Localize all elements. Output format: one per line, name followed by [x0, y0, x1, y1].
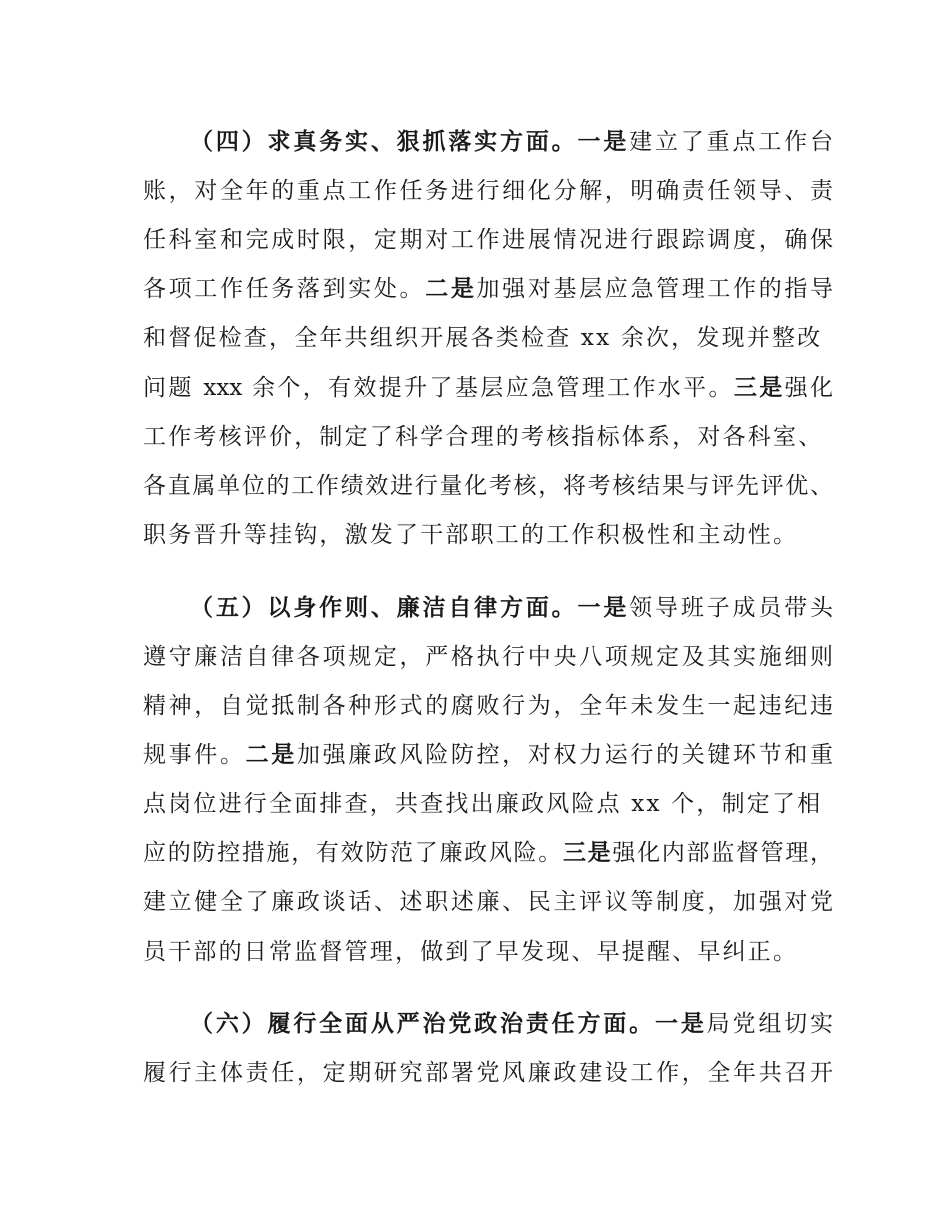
paragraph-line: [190, 1000, 833, 1048]
point-marker: 三是: [733, 375, 785, 401]
paragraph-line: [143, 682, 833, 730]
section-heading: （六）履行全面从严治党政治责任方面。: [190, 1011, 655, 1037]
paragraph-line: [143, 364, 833, 412]
text-run: 强化内部监督管理，: [612, 840, 834, 866]
text-run: 建立了重点工作台: [629, 129, 834, 155]
paragraph-line: [143, 314, 833, 362]
text-run: 各直属单位的工作绩效进行量化考核，将考核结果与评先评优、: [143, 473, 833, 499]
text-run: 遵守廉洁自律各项规定，严格执行中央八项规定及其实施细则: [143, 644, 833, 670]
section-heading: （四）求真务实、狠抓落实方面。: [190, 129, 578, 155]
point-marker: 一是: [655, 1011, 707, 1037]
text-run: 和督促检查，全年共组织开展各类检查 xx 余次，发现并整改: [143, 325, 823, 351]
paragraph-line: [143, 216, 833, 264]
text-run: 工作考核评价，制定了科学合理的考核指标体系，对各科室、: [143, 424, 824, 450]
text-run: 领导班子成员带头: [629, 595, 834, 621]
paragraph-line: [143, 413, 833, 461]
text-run: 局党组切实: [706, 1011, 834, 1037]
paragraph-line: [143, 265, 833, 313]
paragraph-line: [143, 928, 833, 976]
text-run: 问题 xxx 余个，有效提升了基层应急管理工作水平。: [143, 375, 734, 401]
text-run: 精神，自觉抵制各种形式的腐败行为，全年未发生一起违纪违: [143, 693, 833, 719]
text-run: 建立健全了廉政谈话、述职述廉、民主评议等制度，加强对党: [143, 889, 833, 915]
text-run: 职务晋升等挂钩，激发了干部职工的工作积极性和主动性。: [143, 522, 799, 548]
paragraph-line: [190, 118, 833, 166]
point-marker: 一是: [577, 595, 630, 621]
text-run: 加强廉政风险防控，对权力运行的关键环节和重: [296, 742, 834, 768]
text-run: 点岗位进行全面排查，共查找出廉政风险点 xx 个，制定了相: [143, 791, 823, 817]
paragraph-line: [143, 780, 833, 828]
text-run: 加强对基层应急管理工作的指导: [476, 276, 834, 302]
point-marker: 二是: [425, 276, 477, 302]
paragraph-line: [143, 633, 833, 681]
paragraph-line: [143, 167, 833, 215]
text-run: 员干部的日常监督管理，做到了早发现、早提醒、早纠正。: [143, 939, 799, 965]
point-marker: 三是: [562, 840, 613, 866]
text-run: 应的防控措施，有效防范了廉政风险。: [143, 840, 563, 866]
section-heading: （五）以身作则、廉洁自律方面。: [190, 595, 578, 621]
paragraph-line: [190, 584, 833, 632]
text-run: 账，对全年的重点工作任务进行细化分解，明确责任领导、责: [143, 178, 833, 204]
text-run: 强化: [784, 375, 834, 401]
text-run: 任科室和完成时限，定期对工作进展情况进行跟踪调度，确保: [143, 227, 833, 253]
text-run: 规事件。: [143, 742, 246, 768]
paragraph-line: [143, 829, 833, 877]
point-marker: 二是: [245, 742, 297, 768]
point-marker: 一是: [577, 129, 630, 155]
paragraph-line: [143, 731, 833, 779]
paragraph-line: [143, 511, 833, 559]
text-run: 各项工作任务落到实处。: [143, 276, 426, 302]
paragraph-line: [143, 1049, 833, 1097]
text-run: 履行主体责任，定期研究部署党风廉政建设工作，全年共召开: [143, 1060, 833, 1086]
paragraph-line: [143, 462, 833, 510]
paragraph-line: [143, 878, 833, 926]
